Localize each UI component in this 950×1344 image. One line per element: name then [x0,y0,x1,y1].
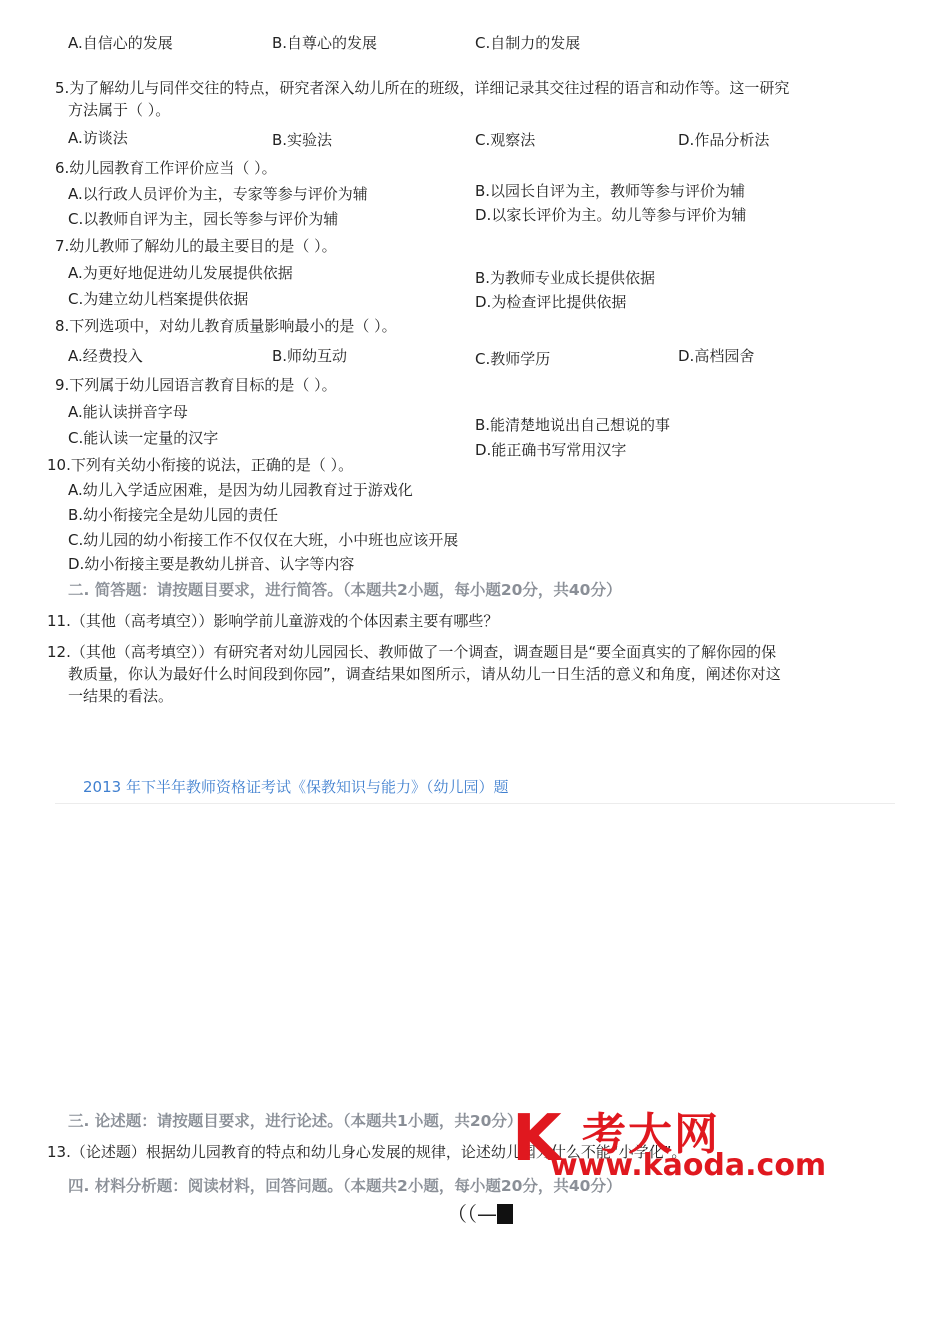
logo-name: 考大网 [582,1109,720,1160]
q8-option-b: B.师幼互动 [272,347,348,365]
q5-option-a: A.访谈法 [68,129,128,147]
q5-option-d: D.作品分析法 [678,131,770,149]
q6-stem: 6.幼儿园教育工作评价应当（ ）。 [55,159,277,177]
section-2-heading: 二. 简答题：请按题目要求，进行简答。（本题共2小题，每小题20分，共40分） [68,581,622,599]
q5-option-c: C.观察法 [475,131,536,149]
q7-option-c: C.为建立幼儿档案提供依据 [68,290,249,308]
q10-option-d: D.幼小衔接主要是教幼儿拼音、认字等内容 [68,555,355,573]
q6-option-c: C.以教师自评为主，园长等参与评价为辅 [68,210,339,228]
q8-option-a: A.经费投入 [68,347,143,365]
q10-option-b: B.幼小衔接完全是幼儿园的责任 [68,506,279,524]
kaoda-watermark-logo [512,1098,842,1188]
section-4-heading: 四. 材料分析题：阅读材料，回答问题。（本题共2小题，每小题20分，共40分） [68,1177,622,1195]
logo-k-mark: K [512,1102,562,1176]
q9-option-a: A.能认读拼音字母 [68,403,188,421]
q7-stem: 7.幼儿教师了解幼儿的最主要目的是（ ）。 [55,237,337,255]
fragment-text: （（— [447,1202,497,1226]
q6-option-d: D.以家长评价为主。幼儿等参与评价为辅 [475,206,747,224]
logo-url: www.kaoda.com [550,1148,827,1183]
q12-stem-line2: 教质量，你认为最好什么时间段到你园”，调查结果如图所示，请从幼儿一日生活的意义和角度，阐述你对这 [68,665,781,683]
q9-option-b: B.能清楚地说出自己想说的事 [475,416,671,434]
q8-stem: 8.下列选项中，对幼儿教育质量影响最小的是（ ）。 [55,317,397,335]
q9-stem: 9.下列属于幼儿园语言教育目标的是（ ）。 [55,376,337,394]
q9-option-c: C.能认读一定量的汉字 [68,429,219,447]
q4-option-b: B.自尊心的发展 [272,34,378,52]
q5-option-b: B.实验法 [272,131,333,149]
q12-stem-line3: 一结果的看法。 [68,687,174,705]
section-3-heading: 三. 论述题：请按题目要求，进行论述。（本题共1小题，共20分） [68,1112,523,1130]
q12-stem-line1: 12.（其他（高考填空））有研究者对幼儿园园长、教师做了一个调查，调查题目是“要全面真实的了解你园的保 [47,643,777,661]
q10-option-a: A.幼儿入学适应困难，是因为幼儿园教育过于游戏化 [68,481,413,499]
q9-option-d: D.能正确书写常用汉字 [475,441,627,459]
q4-option-a: A.自信心的发展 [68,34,173,52]
q8-option-c: C.教师学历 [475,350,551,368]
q11-stem: 11.（其他（高考填空））影响学前儿童游戏的个体因素主要有哪些？ [47,612,499,630]
q7-option-d: D.为检查评比提供依据 [475,293,627,311]
q5-stem-line2: 方法属于（ ）。 [68,101,171,119]
q6-option-b: B.以园长自评为主，教师等参与评价为辅 [475,182,746,200]
source-link[interactable]: 2013 年下半年教师资格证考试《保教知识与能力》（幼儿园）题 [83,778,509,796]
page-fragment [447,1198,513,1227]
q5-stem-line1: 5.为了解幼儿与同伴交往的特点，研究者深入幼儿所在的班级，详细记录其交往过程的语言和动作等。这一研究 [55,79,790,97]
divider [55,803,895,804]
q6-option-a: A.以行政人员评价为主，专家等参与评价为辅 [68,185,368,203]
q4-option-c: C.自制力的发展 [475,34,581,52]
q7-option-b: B.为教师专业成长提供依据 [475,269,656,287]
q10-stem: 10.下列有关幼小衔接的说法，正确的是（ ）。 [47,456,354,474]
black-block [497,1204,513,1224]
q10-option-c: C.幼儿园的幼小衔接工作不仅仅在大班，小中班也应该开展 [68,531,459,549]
q8-option-d: D.高档园舍 [678,347,755,365]
q7-option-a: A.为更好地促进幼儿发展提供依据 [68,264,293,282]
q13-stem: 13.（论述题）根据幼儿园教育的特点和幼儿身心发展的规律，论述幼儿园为什么不能“小学化”。 [47,1143,687,1161]
